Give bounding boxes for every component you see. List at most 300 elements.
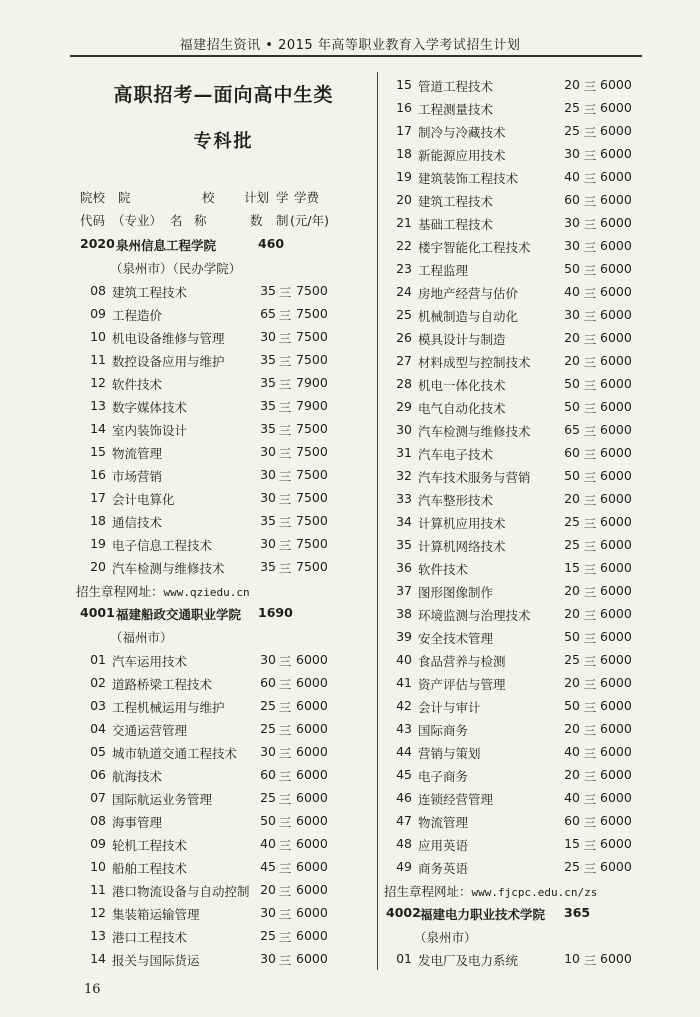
- major-name: 材料成型与控制技术: [418, 355, 531, 370]
- major-plan: 25: [564, 652, 580, 667]
- major-years: 三: [583, 148, 597, 163]
- major-years: 三: [278, 400, 292, 415]
- major-plan: 40: [260, 836, 276, 851]
- major-plan: 35: [260, 421, 276, 436]
- major-fee: 6000: [600, 951, 632, 966]
- major-name: 制冷与冷藏技术: [418, 125, 506, 140]
- major-plan: 25: [564, 859, 580, 874]
- major-years: 三: [278, 907, 292, 922]
- major-name: 房地产经营与估价: [418, 286, 519, 301]
- major-plan: 35: [260, 375, 276, 390]
- major-code: 14: [90, 951, 106, 966]
- major-code: 18: [396, 146, 412, 161]
- major-code: 44: [396, 744, 412, 759]
- major-fee: 6000: [600, 330, 632, 345]
- major-years: 三: [278, 515, 292, 530]
- major-years: 三: [278, 815, 292, 830]
- major-plan: 20: [260, 882, 276, 897]
- major-code: 03: [90, 698, 106, 713]
- major-plan: 30: [260, 744, 276, 759]
- major-name: 软件技术: [112, 377, 163, 392]
- major-fee: 7900: [296, 375, 328, 390]
- major-years: 三: [278, 423, 292, 438]
- major-fee: 6000: [296, 698, 328, 713]
- major-code: 11: [90, 882, 106, 897]
- major-code: 09: [90, 306, 106, 321]
- major-fee: 6000: [600, 698, 632, 713]
- major-plan: 30: [260, 905, 276, 920]
- major-name: 物流管理: [418, 815, 469, 830]
- major-fee: 7500: [296, 513, 328, 528]
- major-name: 计算机网络技术: [418, 539, 506, 554]
- major-code: 19: [396, 169, 412, 184]
- major-code: 35: [396, 537, 412, 552]
- major-name: 管道工程技术: [418, 79, 494, 94]
- major-plan: 30: [260, 536, 276, 551]
- major-code: 24: [396, 284, 412, 299]
- major-years: 三: [583, 585, 597, 600]
- major-years: 三: [278, 769, 292, 784]
- major-code: 41: [396, 675, 412, 690]
- school-row: [76, 605, 371, 625]
- major-code: 46: [396, 790, 412, 805]
- major-code: 14: [90, 421, 106, 436]
- major-code: 10: [90, 859, 106, 874]
- major-fee: 6000: [600, 675, 632, 690]
- major-code: 29: [396, 399, 412, 414]
- major-name: 工程监理: [418, 263, 469, 278]
- major-name: 汽车整形技术: [418, 493, 494, 508]
- major-plan: 50: [564, 468, 580, 483]
- major-years: 三: [583, 309, 597, 324]
- major-name: 电气自动化技术: [418, 401, 506, 416]
- major-fee: 6000: [600, 468, 632, 483]
- major-fee: 6000: [600, 813, 632, 828]
- school-location: （福州市）: [110, 630, 173, 645]
- major-name: 电子商务: [418, 769, 469, 784]
- major-name: 电子信息工程技术: [112, 538, 213, 553]
- major-years: 三: [583, 562, 597, 577]
- major-name: 道路桥梁工程技术: [112, 677, 213, 692]
- major-fee: 6000: [296, 836, 328, 851]
- major-name: 船舶工程技术: [112, 861, 188, 876]
- major-fee: 6000: [600, 744, 632, 759]
- col-header-name-1: 名: [170, 213, 183, 228]
- major-fee: 6000: [296, 882, 328, 897]
- major-fee: 6000: [296, 928, 328, 943]
- major-years: 三: [278, 492, 292, 507]
- major-plan: 30: [260, 444, 276, 459]
- major-fee: 6000: [600, 491, 632, 506]
- major-name: 资产评估与管理: [418, 677, 506, 692]
- major-years: 三: [583, 723, 597, 738]
- major-plan: 25: [260, 790, 276, 805]
- major-code: 20: [396, 192, 412, 207]
- major-years: 三: [278, 861, 292, 876]
- major-name: 航海技术: [112, 769, 163, 784]
- major-years: 三: [278, 377, 292, 392]
- major-plan: 35: [260, 513, 276, 528]
- major-fee: 7500: [296, 421, 328, 436]
- major-fee: 6000: [600, 537, 632, 552]
- major-name: 建筑装饰工程技术: [418, 171, 519, 186]
- left-column: [76, 0, 371, 1017]
- major-years: 三: [583, 953, 597, 968]
- major-years: 三: [583, 286, 597, 301]
- major-years: 三: [583, 79, 597, 94]
- running-header: 福建招生资讯 • 2015 年高等职业教育入学考试招生计划: [179, 38, 521, 53]
- major-code: 36: [396, 560, 412, 575]
- major-name: 汽车运用技术: [112, 654, 188, 669]
- major-code: 15: [396, 77, 412, 92]
- major-years: 三: [583, 746, 597, 761]
- major-fee: 6000: [600, 238, 632, 253]
- major-plan: 60: [564, 445, 580, 460]
- major-plan: 60: [260, 675, 276, 690]
- major-code: 22: [396, 238, 412, 253]
- major-plan: 30: [260, 329, 276, 344]
- major-fee: 7500: [296, 490, 328, 505]
- major-code: 33: [396, 491, 412, 506]
- major-years: 三: [583, 792, 597, 807]
- major-fee: 6000: [600, 859, 632, 874]
- major-name: 图形图像制作: [418, 585, 494, 600]
- major-years: 三: [583, 355, 597, 370]
- school-code: 2020: [80, 236, 115, 251]
- major-years: 三: [583, 470, 597, 485]
- major-fee: 6000: [600, 583, 632, 598]
- major-years: 三: [583, 493, 597, 508]
- major-years: 三: [278, 884, 292, 899]
- major-plan: 45: [260, 859, 276, 874]
- major-plan: 15: [564, 560, 580, 575]
- major-name: 发电厂及电力系统: [418, 953, 519, 968]
- major-years: 三: [278, 308, 292, 323]
- major-years: 三: [278, 469, 292, 484]
- major-plan: 25: [260, 698, 276, 713]
- major-fee: 6000: [600, 767, 632, 782]
- major-years: 三: [583, 861, 597, 876]
- major-years: 三: [583, 516, 597, 531]
- major-fee: 7500: [296, 283, 328, 298]
- major-name: 会计与审计: [418, 700, 481, 715]
- major-fee: 6000: [600, 836, 632, 851]
- major-plan: 25: [260, 721, 276, 736]
- major-code: 45: [396, 767, 412, 782]
- major-years: 三: [583, 424, 597, 439]
- major-years: 三: [583, 631, 597, 646]
- col-header-school-code: 院校: [80, 190, 106, 205]
- major-plan: 50: [564, 629, 580, 644]
- major-code: 43: [396, 721, 412, 736]
- major-name: 港口工程技术: [112, 930, 188, 945]
- major-code: 48: [396, 836, 412, 851]
- major-plan: 25: [564, 123, 580, 138]
- major-fee: 7500: [296, 329, 328, 344]
- major-name: 商务英语: [418, 861, 469, 876]
- major-code: 04: [90, 721, 106, 736]
- col-header-code: 代码: [80, 213, 106, 228]
- major-plan: 50: [564, 376, 580, 391]
- major-code: 13: [90, 398, 106, 413]
- major-name: 轮机工程技术: [112, 838, 188, 853]
- major-fee: 6000: [296, 721, 328, 736]
- major-plan: 30: [564, 238, 580, 253]
- major-plan: 65: [260, 306, 276, 321]
- major-plan: 60: [564, 192, 580, 207]
- col-header-school: 院: [118, 190, 131, 205]
- major-plan: 35: [260, 352, 276, 367]
- major-plan: 20: [564, 767, 580, 782]
- major-years: 三: [278, 285, 292, 300]
- admission-website: [76, 582, 250, 600]
- major-code: 32: [396, 468, 412, 483]
- page-number: 16: [84, 982, 101, 997]
- major-name: 机电一体化技术: [418, 378, 506, 393]
- major-name: 海事管理: [112, 815, 163, 830]
- major-code: 02: [90, 675, 106, 690]
- major-fee: 6000: [296, 859, 328, 874]
- major-fee: 6000: [600, 422, 632, 437]
- major-years: 三: [583, 608, 597, 623]
- major-plan: 30: [564, 146, 580, 161]
- major-fee: 6000: [600, 606, 632, 621]
- major-plan: 10: [564, 951, 580, 966]
- major-code: 12: [90, 375, 106, 390]
- major-code: 05: [90, 744, 106, 759]
- major-plan: 25: [564, 100, 580, 115]
- major-code: 08: [90, 813, 106, 828]
- major-years: 三: [278, 953, 292, 968]
- major-name: 建筑工程技术: [418, 194, 494, 209]
- school-location: （泉州市）: [414, 930, 477, 945]
- major-code: 07: [90, 790, 106, 805]
- major-fee: 6000: [600, 376, 632, 391]
- major-name: 城市轨道交通工程技术: [112, 746, 238, 761]
- major-fee: 6000: [600, 353, 632, 368]
- school-name: 福建电力职业技术学院: [420, 907, 546, 922]
- major-plan: 30: [260, 951, 276, 966]
- major-name: 港口物流设备与自动控制: [112, 884, 250, 899]
- major-code: 38: [396, 606, 412, 621]
- major-fee: 6000: [600, 192, 632, 207]
- major-name: 工程机械运用与维护: [112, 700, 225, 715]
- major-name: 汽车检测与维修技术: [418, 424, 531, 439]
- major-code: 23: [396, 261, 412, 276]
- section-title: 高职招考—面向高中生类: [113, 84, 334, 106]
- major-plan: 30: [260, 652, 276, 667]
- major-plan: 40: [564, 744, 580, 759]
- major-fee: 6000: [296, 905, 328, 920]
- major-code: 40: [396, 652, 412, 667]
- major-plan: 25: [260, 928, 276, 943]
- major-years: 三: [278, 561, 292, 576]
- major-years: 三: [583, 240, 597, 255]
- major-name: 数控设备应用与维护: [112, 354, 225, 369]
- major-code: 01: [396, 951, 412, 966]
- major-code: 08: [90, 283, 106, 298]
- major-code: 01: [90, 652, 106, 667]
- major-fee: 6000: [600, 721, 632, 736]
- major-code: 49: [396, 859, 412, 874]
- major-years: 三: [278, 930, 292, 945]
- major-years: 三: [583, 332, 597, 347]
- major-name: 市场营销: [112, 469, 163, 484]
- major-code: 18: [90, 513, 106, 528]
- major-code: 20: [90, 559, 106, 574]
- major-name: 汽车技术服务与营销: [418, 470, 531, 485]
- major-fee: 7500: [296, 467, 328, 482]
- major-years: 三: [583, 125, 597, 140]
- major-code: 13: [90, 928, 106, 943]
- major-years: 三: [583, 217, 597, 232]
- major-years: 三: [583, 263, 597, 278]
- major-name: 新能源应用技术: [418, 148, 506, 163]
- major-code: 39: [396, 629, 412, 644]
- major-code: 15: [90, 444, 106, 459]
- major-plan: 20: [564, 675, 580, 690]
- website-link[interactable]: www.fjcpc.edu.cn/zs: [471, 886, 598, 899]
- major-fee: 7900: [296, 398, 328, 413]
- major-code: 19: [90, 536, 106, 551]
- major-name: 汽车检测与维修技术: [112, 561, 225, 576]
- major-plan: 40: [564, 284, 580, 299]
- major-plan: 20: [564, 721, 580, 736]
- major-code: 37: [396, 583, 412, 598]
- school-location: （泉州市）（民办学院）: [110, 261, 242, 276]
- major-code: 17: [90, 490, 106, 505]
- major-years: 三: [278, 746, 292, 761]
- major-name: 环境监测与治理技术: [418, 608, 531, 623]
- major-plan: 20: [564, 491, 580, 506]
- major-fee: 6000: [600, 284, 632, 299]
- batch-title: 专科批: [193, 131, 254, 152]
- major-name: 国际航运业务管理: [112, 792, 213, 807]
- major-plan: 60: [260, 767, 276, 782]
- major-years: 三: [583, 378, 597, 393]
- major-name: 机电设备维修与管理: [112, 331, 225, 346]
- major-code: 30: [396, 422, 412, 437]
- major-fee: 6000: [600, 146, 632, 161]
- major-code: 31: [396, 445, 412, 460]
- major-plan: 25: [564, 514, 580, 529]
- major-code: 11: [90, 352, 106, 367]
- school-code: 4002: [386, 905, 421, 920]
- school-plan: 365: [564, 905, 591, 920]
- major-name: 汽车电子技术: [418, 447, 494, 462]
- major-plan: 25: [564, 537, 580, 552]
- major-fee: 6000: [600, 790, 632, 805]
- major-years: 三: [583, 838, 597, 853]
- major-years: 三: [583, 700, 597, 715]
- major-fee: 6000: [296, 744, 328, 759]
- major-years: 三: [278, 331, 292, 346]
- major-code: 09: [90, 836, 106, 851]
- major-fee: 6000: [600, 261, 632, 276]
- major-name: 通信技术: [112, 515, 163, 530]
- major-code: 26: [396, 330, 412, 345]
- major-plan: 20: [564, 353, 580, 368]
- major-fee: 6000: [600, 629, 632, 644]
- major-fee: 6000: [600, 445, 632, 460]
- major-code: 06: [90, 767, 106, 782]
- col-header-fee-unit: (元/年): [290, 213, 329, 228]
- major-fee: 6000: [296, 790, 328, 805]
- col-header-count: 数: [250, 213, 263, 228]
- major-plan: 60: [564, 813, 580, 828]
- major-years: 三: [278, 838, 292, 853]
- major-code: 42: [396, 698, 412, 713]
- major-name: 食品营养与检测: [418, 654, 506, 669]
- major-code: 47: [396, 813, 412, 828]
- major-name: 数字媒体技术: [112, 400, 188, 415]
- major-plan: 20: [564, 77, 580, 92]
- major-name: 集装箱运输管理: [112, 907, 200, 922]
- major-years: 三: [278, 654, 292, 669]
- col-header-study: 学: [276, 190, 289, 205]
- major-code: 25: [396, 307, 412, 322]
- major-code: 28: [396, 376, 412, 391]
- major-plan: 40: [564, 169, 580, 184]
- major-fee: 6000: [600, 652, 632, 667]
- major-plan: 50: [564, 698, 580, 713]
- major-name: 基础工程技术: [418, 217, 494, 232]
- major-fee: 6000: [296, 675, 328, 690]
- major-years: 三: [278, 446, 292, 461]
- major-plan: 15: [564, 836, 580, 851]
- major-years: 三: [278, 354, 292, 369]
- major-plan: 20: [564, 606, 580, 621]
- major-plan: 35: [260, 398, 276, 413]
- major-code: 21: [396, 215, 412, 230]
- website-link[interactable]: www.qziedu.cn: [163, 586, 250, 599]
- major-fee: 6000: [600, 399, 632, 414]
- column-divider: [377, 72, 378, 970]
- major-fee: 6000: [600, 169, 632, 184]
- major-fee: 6000: [600, 307, 632, 322]
- major-years: 三: [583, 769, 597, 784]
- major-code: 10: [90, 329, 106, 344]
- major-years: 三: [278, 723, 292, 738]
- major-fee: 6000: [600, 100, 632, 115]
- major-plan: 30: [260, 467, 276, 482]
- major-fee: 7500: [296, 536, 328, 551]
- col-header-school-2: 校: [202, 190, 215, 205]
- major-fee: 6000: [296, 951, 328, 966]
- major-plan: 35: [260, 283, 276, 298]
- major-years: 三: [583, 102, 597, 117]
- major-name: 模具设计与制造: [418, 332, 506, 347]
- school-row: [76, 236, 371, 256]
- major-plan: 20: [564, 583, 580, 598]
- major-fee: 7500: [296, 444, 328, 459]
- major-plan: 30: [260, 490, 276, 505]
- major-plan: 30: [564, 215, 580, 230]
- school-name: 福建船政交通职业学院: [116, 607, 242, 622]
- major-fee: 7500: [296, 306, 328, 321]
- major-fee: 6000: [600, 77, 632, 92]
- school-name: 泉州信息工程学院: [116, 238, 217, 253]
- major-fee: 6000: [600, 123, 632, 138]
- major-code: 16: [90, 467, 106, 482]
- school-plan: 1690: [258, 605, 293, 620]
- major-name: 楼宇智能化工程技术: [418, 240, 531, 255]
- major-fee: 6000: [296, 813, 328, 828]
- major-name: 交通运营管理: [112, 723, 188, 738]
- major-years: 三: [583, 539, 597, 554]
- major-plan: 40: [564, 790, 580, 805]
- major-years: 三: [278, 677, 292, 692]
